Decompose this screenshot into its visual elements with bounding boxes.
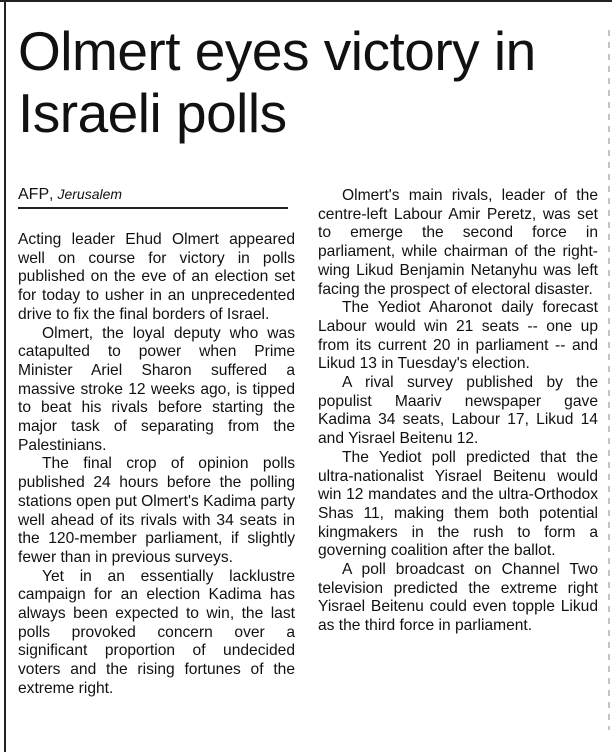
article-headline: Olmert eyes victory in Israeli polls xyxy=(18,20,536,144)
paragraph: The Yediot Aharonot daily forecast Labour would win 21 seats -- one up from its current 20 in parliament -- and Likud 13 in Tuesday's election. xyxy=(318,299,598,373)
left-border-rule xyxy=(4,0,6,752)
paragraph: A rival survey published by the populist Maariv newspaper gave Kadima 34 seats, Labour 17, Likud 14 and Yisrael Beitenu 12. xyxy=(318,374,598,448)
paragraph: The Yediot poll predicted that the ultra-nationalist Yisrael Beitenu would win 12 mandates and the ultra-Orthodox Shas 11, making them both potential kingmakers in the rush to form a governing coalition after the ballot. xyxy=(318,448,598,560)
byline-agency: AFP xyxy=(18,186,50,203)
paragraph: Acting leader Ehud Olmert appeared well on course for victory in polls published on the eve of an election set for today to usher in an unprecedented drive to fix the final borders of Israel. xyxy=(18,231,295,323)
top-border-rule xyxy=(0,0,612,2)
byline-separator: , xyxy=(49,186,58,203)
right-edge-dotted-rule xyxy=(608,30,610,730)
paragraph: Olmert, the loyal deputy who was catapulted to power when Prime Minister Ariel Sharon suffered a massive stroke 12 weeks ago, is tipped to beat his rivals before starting the major task of separating from the Palestinians. xyxy=(18,324,295,454)
article-byline xyxy=(18,185,288,209)
paragraph: A poll broadcast on Channel Two television predicted the extreme right Yisrael Beitenu could even topple Likud as the third force in parliament. xyxy=(318,561,598,635)
paragraph: The final crop of opinion polls published 24 hours before the polling stations open put Olmert's Kadima party well ahead of its rivals with 34 seats in the 120-member parliament, if slightly fewer than in previous surveys. xyxy=(18,455,295,566)
paragraph: Yet in an essentially lacklustre campaign for an election Kadima has always been expected to win, the last polls provoked concern over a significant proportion of undecided voters and the rising fortunes of the extreme right. xyxy=(18,567,295,697)
byline-location: Jerusalem xyxy=(57,186,123,202)
paragraph: Olmert's main rivals, leader of the centre-left Labour Amir Peretz, was set to emerge the second force in parliament, while chairman of the right-wing Likud Benjamin Netanyhu was left facing the prospect of electoral disaster. xyxy=(318,187,598,298)
article-column-left xyxy=(18,185,295,699)
article-column-right xyxy=(318,187,598,636)
